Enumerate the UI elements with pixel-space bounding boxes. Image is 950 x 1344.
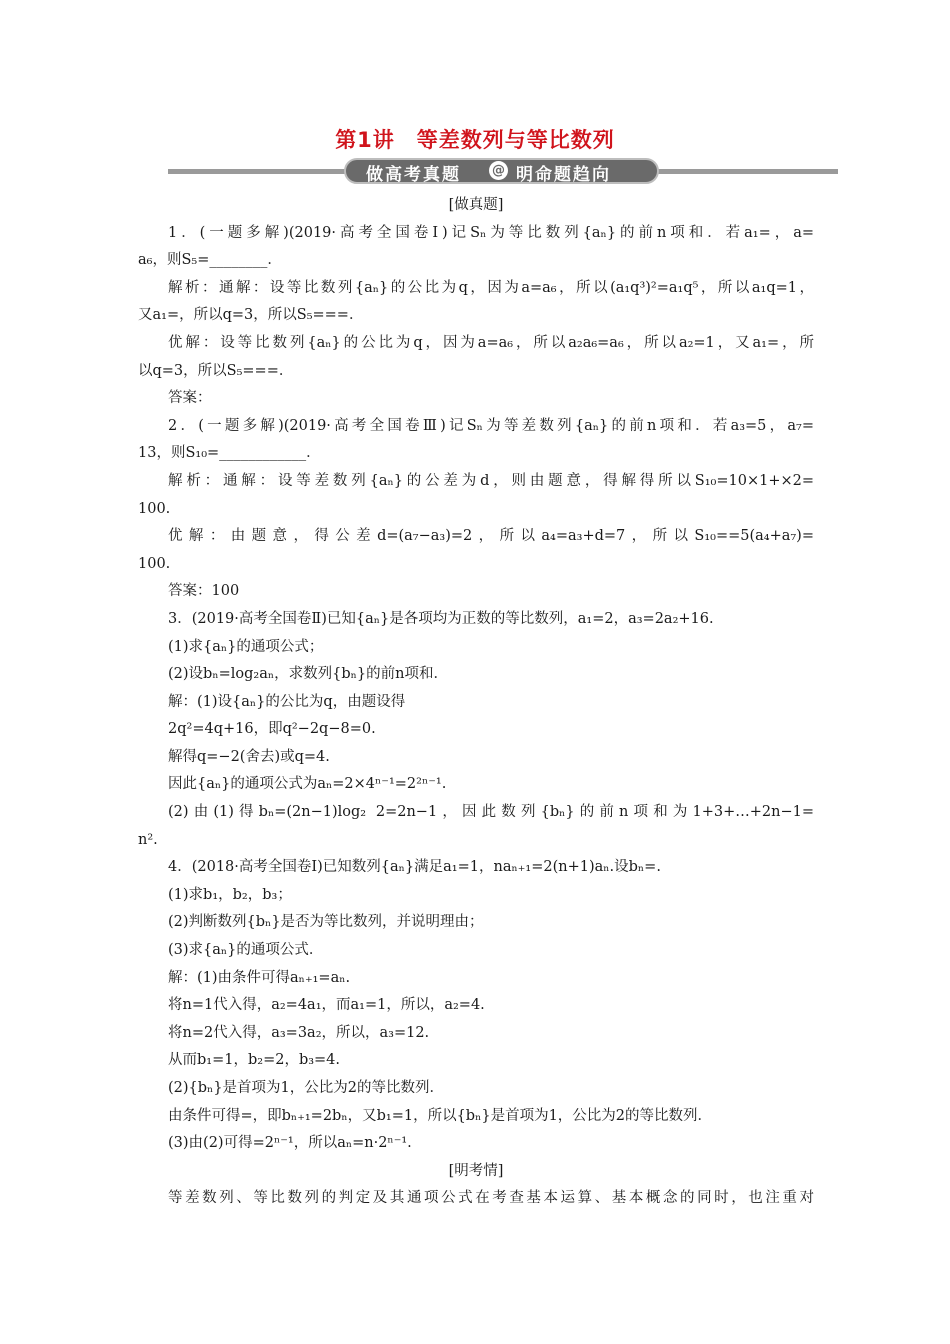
text-line: 解析：通解：设等比数列{aₙ}的公比为q，因为a=a₆，所以(a₁q³)²=a₁q⁵，所以a₁q=1，: [168, 279, 814, 296]
text-line: (2)设bₙ=log₂aₙ，求数列{bₙ}的前n项和．: [168, 666, 448, 683]
text-line: 4．(2018·高考全国卷Ⅰ)已知数列{aₙ}满足a₁=1，naₙ₊₁=2(n+1)aₙ.设bₙ=.: [168, 859, 661, 876]
text-line: 2q²=4q+16，即q²−2q−8=0.: [168, 721, 376, 738]
text-line: 解析：通解：设等差数列{aₙ}的公差为d，则由题意，得解得所以S₁₀=10×1+×2=: [168, 472, 814, 489]
text-line: 由条件可得=，即bₙ₊₁=2bₙ，又b₁=1，所以{bₙ}是首项为1，公比为2的等比数列．: [168, 1107, 713, 1124]
text-line: 100.: [138, 555, 171, 572]
section-banner: [168, 158, 838, 184]
text-line: 因此{aₙ}的通项公式为aₙ=2×4ⁿ⁻¹=2²ⁿ⁻¹.: [168, 776, 447, 793]
text-line: [明考情]: [448, 1162, 504, 1179]
text-line: 100.: [138, 500, 171, 517]
text-line: 解：(1)由条件可得aₙ₊₁=aₙ.: [168, 969, 351, 986]
document-body: [138, 192, 814, 1213]
text-line: (3)求{aₙ}的通项公式．: [168, 942, 324, 959]
text-line: (3)由(2)可得=2ⁿ⁻¹，所以aₙ=n·2ⁿ⁻¹.: [168, 1135, 412, 1152]
text-line: (1)求b₁，b₂，b₃；: [168, 886, 292, 903]
text-line: 以q=3，所以S₅===．: [138, 362, 294, 379]
text-line: a₆，则S₅=________．: [138, 252, 282, 269]
text-line: 将n=2代入得，a₃=3a₂，所以，a₃=12.: [168, 1024, 430, 1041]
text-line: 13，则S₁₀=____________．: [138, 445, 321, 462]
text-line: 优解：由题意，得公差d=(a₇−a₃)=2，所以a₄=a₃+d=7，所以S₁₀==5(a₄+a₇)=: [168, 528, 814, 545]
text-line: 将n=1代入得，a₂=4a₁，而a₁=1，所以，a₂=4.: [168, 997, 485, 1014]
text-line: 答案：: [168, 390, 212, 407]
text-line: 解：(1)设{aₙ}的公比为q，由题设得: [168, 693, 406, 710]
text-line: (2)判断数列{bₙ}是否为等比数列，并说明理由；: [168, 914, 484, 931]
page-title: 第1讲 等差数列与等比数列: [335, 128, 615, 152]
banner-right-line: [649, 169, 838, 174]
text-line: 等差数列、等比数列的判定及其通项公式在考查基本运算、基本概念的同时，也注重对: [168, 1190, 814, 1207]
text-line: 解得q=−2(舍去)或q=4.: [168, 748, 330, 765]
text-line: 优解：设等比数列{aₙ}的公比为q，因为a=a₆，所以a₂a₆=a₆，所以a₂=1，又a₁=，所: [168, 334, 814, 351]
text-line: 1．(一题多解)(2019·高考全国卷Ⅰ)记Sₙ为等比数列{aₙ}的前n项和．若a₁=，a=: [168, 224, 814, 241]
text-line: (2){bₙ}是首项为1，公比为2的等比数列．: [168, 1080, 444, 1096]
text-line: 答案：100: [168, 583, 240, 600]
banner-right-text: 明命题趋向: [516, 165, 611, 185]
text-line: (1)求{aₙ}的通项公式；: [168, 638, 324, 655]
text-line: (2)由(1)得bₙ=(2n−1)log₂ 2=2n−1，因此数列{bₙ}的前n项和为1+3+…+2n−1=: [168, 804, 814, 821]
banner-badge-icon: @: [489, 161, 508, 180]
text-line: 又a₁=，所以q=3，所以S₅===．: [138, 307, 364, 324]
text-line: [做真题]: [448, 197, 504, 213]
text-line: 从而b₁=1，b₂=2，b₃=4.: [168, 1052, 341, 1069]
text-line: 2．(一题多解)(2019·高考全国卷Ⅲ)记Sₙ为等差数列{aₙ}的前n项和．若a₃=5，a₇=: [168, 417, 814, 434]
banner-left-line: [168, 169, 354, 174]
text-line: n².: [138, 831, 158, 848]
banner-left-text: 做高考真题: [366, 165, 461, 185]
text-line: 3．(2019·高考全国卷Ⅱ)已知{aₙ}是各项均为正数的等比数列，a₁=2，a₃=2a₂+16.: [168, 610, 714, 627]
